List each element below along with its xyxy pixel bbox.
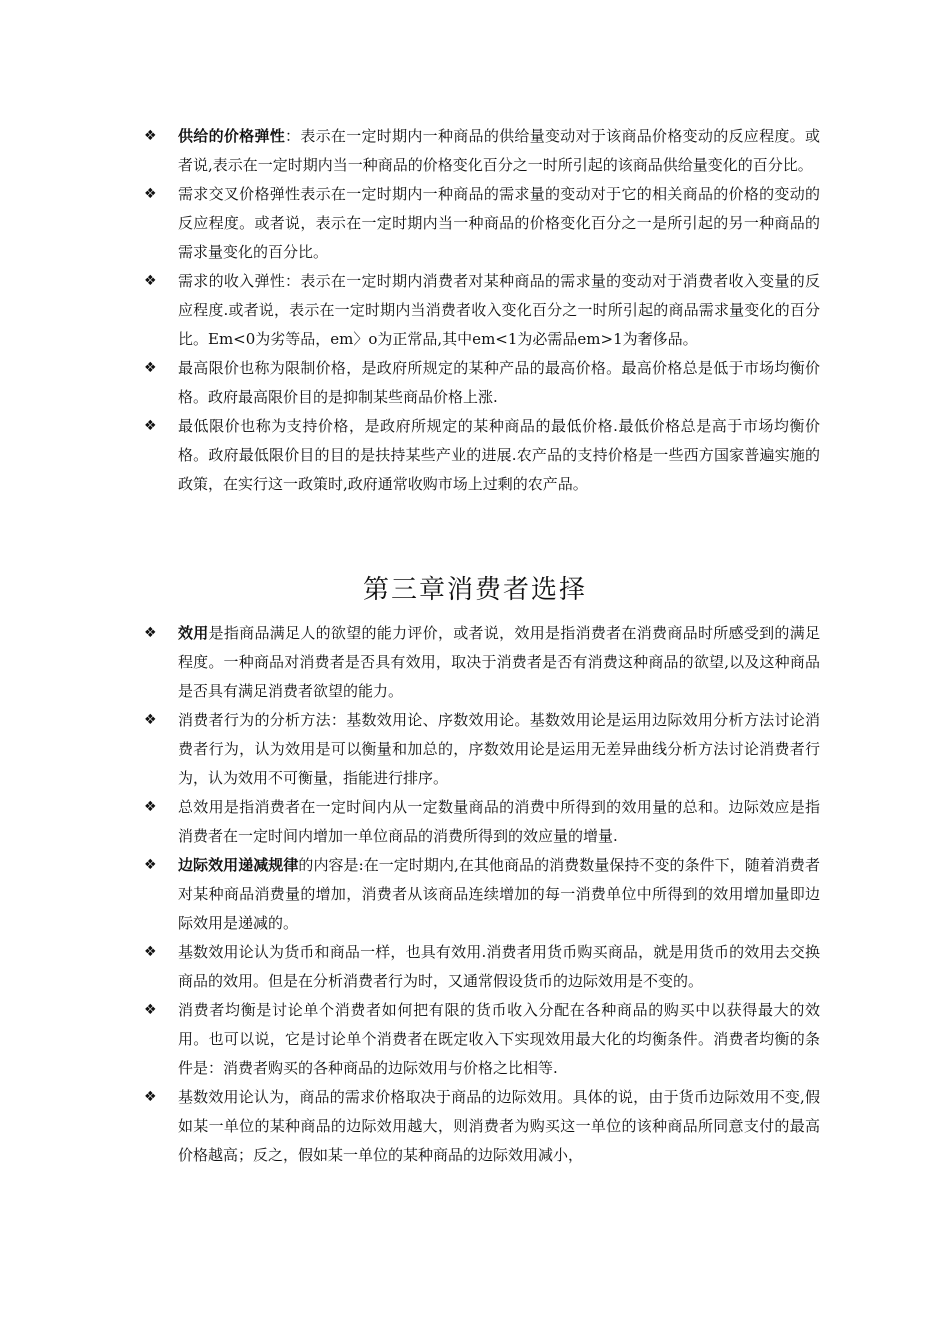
item-text: 基数效用论认为货币和商品一样，也具有效用.消费者用货币购买商品，就是用货币的效用去交换商品的效用。但是在分析消费者行为时，又通常假设货币的边际效用是不变的。	[178, 943, 820, 990]
definition-list-elasticity	[140, 122, 820, 499]
list-item-price-ceiling	[140, 354, 820, 412]
list-item-total-utility	[140, 793, 820, 851]
diamond-bullet-icon: ❖	[144, 944, 157, 960]
item-text: 基数效用论认为，商品的需求价格取决于商品的边际效用。具体的说，由于货币边际效用不变,假如某一单位的某种商品的边际效用越大，则消费者为购买这一单位的该种商品所同意支付的最高价格越高；反之，假如某一单位的某种商品的边际效用减小，	[178, 1088, 820, 1164]
diamond-bullet-icon: ❖	[144, 857, 157, 873]
list-item-income-elasticity	[140, 267, 820, 354]
item-text: 需求的收入弹性：表示在一定时期内消费者对某种商品的需求量的变动对于消费者收入变量的反应程度.或者说，表示在一定时期内当消费者收入变化百分之一时所引起的商品需求量变化的百分比。Em<0为劣等品，em〉o为正常品,其中em<1为必需品em>1为奢侈品。	[178, 272, 820, 348]
list-item-analysis-methods	[140, 706, 820, 793]
diamond-bullet-icon: ❖	[144, 712, 157, 728]
list-item-price-floor	[140, 412, 820, 499]
list-item-consumer-equilibrium	[140, 996, 820, 1083]
item-text: 最低限价也称为支持价格，是政府所规定的某种商品的最低价格.最低价格总是高于市场均衡价格。政府最低限价目的目的是扶持某些产业的进展.农产品的支持价格是一些西方国家普遍实施的政策，在实行这一政策时,政府通常收购市场上过剩的农产品。	[178, 417, 820, 493]
diamond-bullet-icon: ❖	[144, 273, 157, 289]
chapter-heading: 第三章消费者选择	[362, 575, 587, 605]
diamond-bullet-icon: ❖	[144, 360, 157, 376]
item-text: 消费者均衡是讨论单个消费者如何把有限的货币收入分配在各种商品的购买中以获得最大的效用。也可以说，它是讨论单个消费者在既定收入下实现效用最大化的均衡条件。消费者均衡的条件是：消费者购买的各种商品的边际效用与价格之比相等.	[178, 1001, 820, 1077]
diamond-bullet-icon: ❖	[144, 1002, 157, 1018]
diamond-bullet-icon: ❖	[144, 1089, 157, 1105]
item-text: 的内容是:在一定时期内,在其他商品的消费数量保持不变的条件下，随着消费者对某种商品消费量的增加，消费者从该商品连续增加的每一消费单位中所得到的效用增加量即边际效用是递减的。	[178, 856, 820, 932]
diamond-bullet-icon: ❖	[144, 418, 157, 434]
list-item-diminishing-marginal-utility	[140, 851, 820, 938]
bold-term: 效用	[178, 624, 209, 642]
item-text: 消费者行为的分析方法：基数效用论、序数效用论。基数效用论是运用边际效用分析方法讨论消费者行为，认为效用是可以衡量和加总的，序数效用论是运用无差异曲线分析方法讨论消费者行为，认为效用不可衡量，指能进行排序。	[178, 711, 820, 787]
definition-list-consumer-choice	[140, 619, 820, 1170]
list-item-demand-price	[140, 1083, 820, 1170]
diamond-bullet-icon: ❖	[144, 799, 157, 815]
bold-term: 边际效用递减规律	[178, 856, 299, 874]
diamond-bullet-icon: ❖	[144, 186, 157, 202]
item-text: 最高限价也称为限制价格，是政府所规定的某种产品的最高价格。最高价格总是低于市场均衡价格。政府最高限价目的是抑制某些商品价格上涨.	[178, 359, 820, 406]
item-text: 需求交叉价格弹性表示在一定时期内一种商品的需求量的变动对于它的相关商品的价格的变动的反应程度。或者说，表示在一定时期内当一种商品的价格变化百分之一是所引起的另一种商品的需求量变化的百分比。	[178, 185, 820, 261]
diamond-bullet-icon: ❖	[144, 625, 157, 641]
bold-term: 供给的价格弹性	[178, 127, 286, 145]
item-text: 是指商品满足人的欲望的能力评价，或者说，效用是指消费者在消费商品时所感受到的满足程度。一种商品对消费者是否具有效用，取决于消费者是否有消费这种商品的欲望,以及这种商品是否具有满足消费者欲望的能力。	[178, 624, 820, 700]
diamond-bullet-icon: ❖	[144, 128, 157, 144]
item-text: ：表示在一定时期内一种商品的供给量变动对于该商品价格变动的反应程度。或者说,表示在一定时期内当一种商品的价格变化百分之一时所引起的该商品供给量变化的百分比。	[178, 127, 820, 174]
item-text: 总效用是指消费者在一定时间内从一定数量商品的消费中所得到的效用量的总和。边际效应是指消费者在一定时间内增加一单位商品的消费所得到的效应量的增量.	[178, 798, 820, 845]
list-item-cross-price-elasticity	[140, 180, 820, 267]
list-item-supply-price-elasticity	[140, 122, 820, 180]
list-item-utility	[140, 619, 820, 706]
list-item-money-utility	[140, 938, 820, 996]
